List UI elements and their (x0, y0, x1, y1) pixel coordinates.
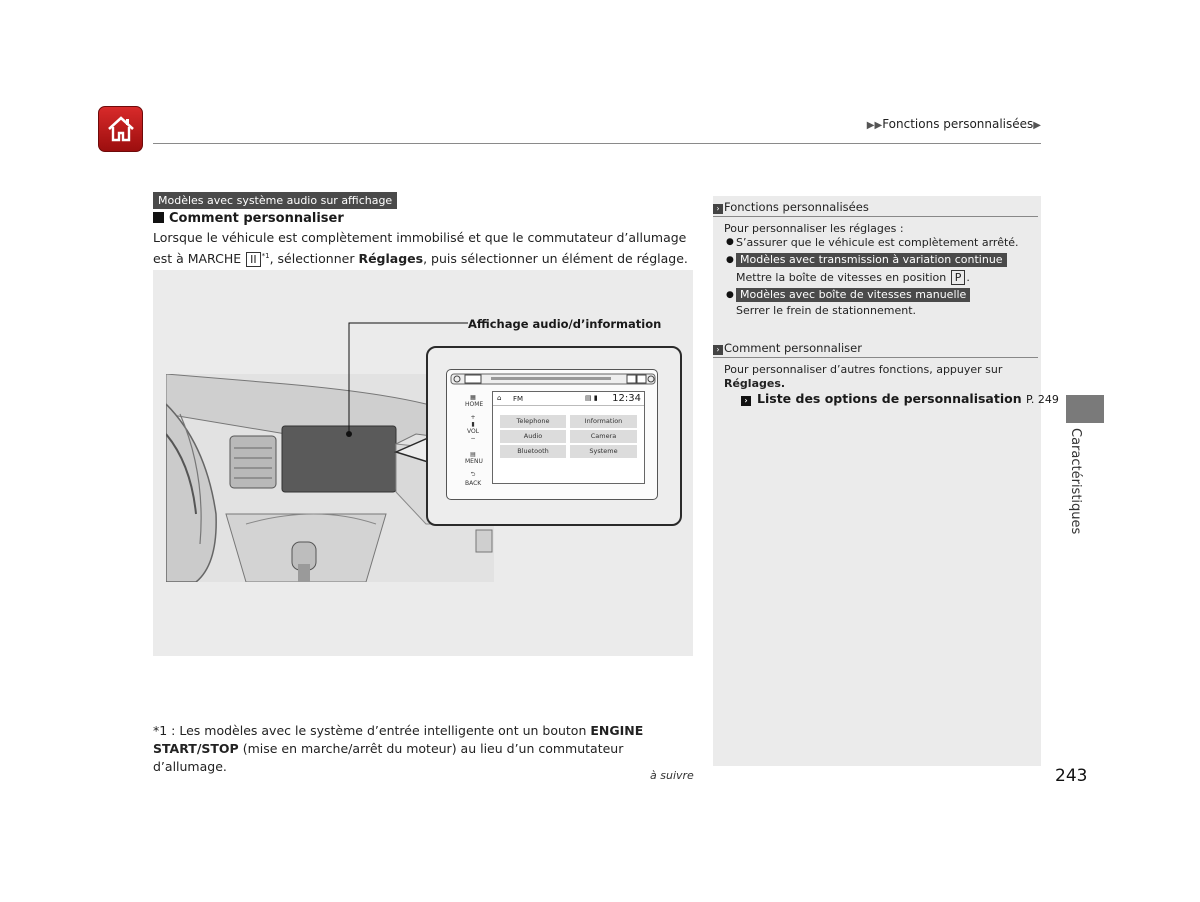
bullet-icon: ● (726, 237, 734, 247)
settings-term: Réglages (358, 251, 424, 267)
options-list-link[interactable] (741, 391, 1059, 406)
park-key-symbol: P (951, 270, 966, 285)
side-icon-label: MENU (465, 458, 483, 465)
model-tag: Modèles avec système audio sur affichage (153, 192, 397, 209)
chapter-label: Caractéristiques (1068, 428, 1083, 535)
settings-term: Réglages (724, 377, 781, 390)
bullet-icon: ● (726, 290, 734, 300)
information-button[interactable]: Information (570, 415, 637, 428)
engine-button-term: ENGINE START/STOP (153, 723, 644, 756)
para-text: , sélectionner (269, 251, 359, 267)
systeme-button[interactable]: Systeme (570, 445, 637, 458)
bullet-icon: ● (726, 255, 734, 265)
audio-button[interactable]: Audio (500, 430, 566, 443)
manual-instruction: Serrer le frein de stationnement. (736, 304, 917, 317)
telephone-button[interactable]: Telephone (500, 415, 566, 428)
band-label: FM (513, 395, 524, 403)
side-icon-label: BACK (465, 480, 482, 487)
signal-icon: ▤ ▮ (585, 394, 598, 402)
side-bullet-text: S’assurer que le véhicule est complètement arrêté. (736, 236, 1019, 249)
volume-side-icon[interactable]: + ▮ VOL − (466, 414, 480, 442)
back-side-icon[interactable]: ⮌ BACK (465, 471, 482, 487)
side-intro: Pour personnaliser les réglages : (724, 222, 904, 235)
cvt-instruction: Mettre la boîte de vitesses en position P . (736, 271, 970, 284)
manual-model-tag: Modèles avec boîte de vitesses manuelle (736, 288, 970, 302)
side-more-text: Pour personnaliser d’autres fonctions, appuyer sur (724, 363, 1003, 376)
side-title-text: Comment personnaliser (724, 341, 862, 355)
side-icon-label: VOL (466, 428, 480, 435)
footnote-ref: *1 (261, 252, 270, 260)
home-side-icon[interactable]: ▦ HOME (465, 394, 484, 408)
footnote (153, 722, 698, 776)
reference-arrow-icon: › (713, 204, 723, 214)
footnote-text: *1 : Les modèles avec le système d’entrée intelligente ont un bouton (153, 723, 591, 738)
ignition-key-symbol: II (246, 252, 261, 267)
leader-dot (346, 431, 352, 437)
cvt-model-tag: Modèles avec transmission à variation continue (736, 253, 1007, 267)
side-more-bold: Réglages. (724, 377, 786, 390)
link-page: P. 249 (1025, 393, 1059, 406)
breadcrumb-label: Fonctions personnalisées (882, 117, 1034, 131)
camera-button[interactable]: Camera (570, 430, 637, 443)
heading-text: Comment personnaliser (169, 211, 344, 226)
page-number: 243 (1055, 766, 1088, 786)
breadcrumb-arrow-icon: ▶▶ (866, 120, 883, 131)
breadcrumb[interactable] (867, 117, 1041, 131)
chapter-tab[interactable] (1066, 395, 1104, 423)
home-indicator-icon: ⌂ (497, 394, 502, 402)
link-arrow-icon: › (741, 396, 751, 406)
side-section-title (713, 341, 1038, 358)
para-text: Lorsque le véhicule est complètement immobilisé et que le commutateur d’allumage est à MARCHE (153, 230, 687, 267)
cvt-text: Mettre la boîte de vitesses en position (736, 271, 947, 284)
side-section-title (713, 200, 1038, 217)
bluetooth-button[interactable]: Bluetooth (500, 445, 566, 458)
link-text: Liste des options de personnalisation (757, 391, 1022, 406)
footnote-text: (mise en marche/arrêt du moteur) au lieu d’un commutateur d’allumage. (153, 741, 624, 774)
continue-label: à suivre (650, 769, 694, 782)
side-icon-label: HOME (465, 401, 484, 408)
clock: 12:34 (612, 393, 641, 404)
display-screen (492, 391, 645, 484)
para-text: , puis sélectionner un élément de réglage. (423, 251, 688, 267)
side-title-text: Fonctions personnalisées (724, 200, 869, 214)
menu-side-icon[interactable]: ▤ MENU (465, 451, 483, 465)
screen-status-bar (493, 392, 644, 406)
breadcrumb-arrow-icon: ▶ (1033, 120, 1041, 131)
display-label: Affichage audio/d’information (468, 317, 662, 331)
callout-pointer (396, 438, 428, 462)
reference-arrow-icon: › (713, 345, 723, 355)
